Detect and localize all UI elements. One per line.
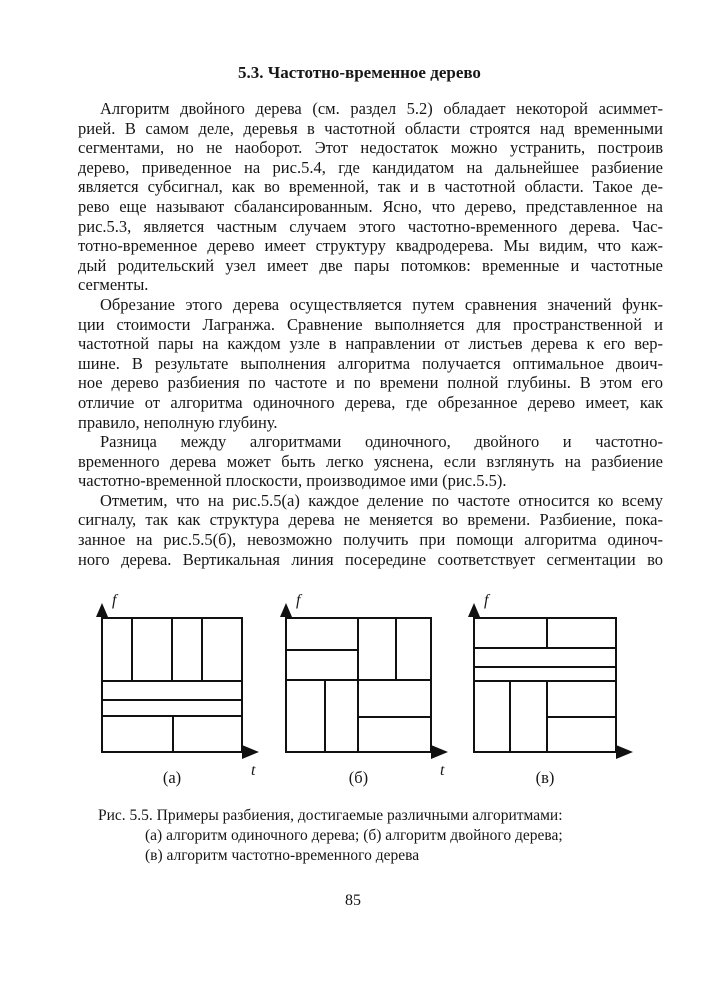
caption-line: (а) алгоритм одиночного дерева; (б) алгоритм двойного дерева; bbox=[145, 827, 563, 844]
figure-caption bbox=[98, 806, 658, 866]
figure-panel bbox=[101, 592, 256, 802]
text-line: рево еще называют сбалансированным. Ясно, что дерево, представленное на bbox=[78, 196, 663, 216]
text-line: дерево, приведенное на рис.5.4, где кандидатом на дальнейшее разбиение bbox=[78, 157, 663, 177]
text-line: частотно-временной плоскости, производимое ими (рис.5.5). bbox=[78, 471, 507, 491]
t-axis-arrow-icon bbox=[242, 745, 259, 759]
panel-label: (б) bbox=[348, 768, 369, 787]
partition-line bbox=[287, 679, 430, 681]
text-line: сегменты. bbox=[78, 275, 149, 295]
text-line: Отметим, что на рис.5.5(а) каждое деление по частоте относится ко всему bbox=[100, 490, 663, 510]
partition-line bbox=[357, 619, 359, 751]
section-title: 5.3. Частотно-временное дерево bbox=[238, 63, 481, 82]
caption-line: Рис. 5.5. Примеры разбиения, достигаемые различными алгоритмами: bbox=[98, 807, 563, 824]
t-axis-label: t bbox=[440, 762, 445, 779]
partition-line bbox=[395, 619, 397, 679]
f-axis-arrow-icon bbox=[280, 603, 292, 617]
partition-line bbox=[172, 715, 174, 751]
paragraph bbox=[78, 432, 663, 491]
figure-panel bbox=[285, 592, 445, 802]
f-axis-arrow-icon bbox=[96, 603, 108, 617]
partition-line bbox=[103, 699, 241, 701]
tiling-square bbox=[101, 617, 243, 753]
paragraph bbox=[78, 295, 663, 432]
text-line: является субсигнал, как во временной, так и в частотной области. Такое де- bbox=[78, 177, 663, 197]
t-axis-label: t bbox=[251, 762, 256, 779]
partition-line bbox=[103, 680, 241, 682]
text-line: ции стоимости Лагранжа. Сравнение выполняется для пространственной и bbox=[78, 314, 663, 334]
t-axis-arrow-icon bbox=[616, 745, 633, 759]
text-line: временного дерева может быть легко уяснена, если взглянуть на разбиение bbox=[78, 451, 663, 471]
text-line: занное на рис.5.5(б), невозможно получить при помощи алгоритма одиноч- bbox=[78, 530, 663, 550]
text-line: Разница между алгоритмами одиночного, двойного и частотно- bbox=[100, 432, 663, 452]
partition-line bbox=[546, 619, 548, 647]
text-line: сигналу, так как структура дерева не меняется во времени. Разбиение, пока- bbox=[78, 510, 663, 530]
text-line: рис.5.3, является частным случаем этого частотно-временного дерева. Час- bbox=[78, 216, 663, 236]
panel-label: (а) bbox=[162, 768, 182, 787]
partition-line bbox=[475, 647, 615, 649]
text-line: ное дерево разбиения по частоте и по времени полной глубины. В этом его bbox=[78, 373, 663, 393]
text-line: рией. В самом деле, деревья в частотной области строятся над временными bbox=[78, 118, 663, 138]
text-line: частотной пары на каждом узле в направлении от листьев дерева к его вер- bbox=[78, 334, 663, 354]
t-axis-arrow-icon bbox=[431, 745, 448, 759]
text-line: отличие от алгоритма одиночного дерева, где обрезанное дерево имеет, как bbox=[78, 392, 663, 412]
tiling-square bbox=[473, 617, 617, 753]
f-axis-arrow-icon bbox=[468, 603, 480, 617]
body-text bbox=[78, 99, 663, 569]
paragraph bbox=[78, 99, 663, 295]
partition-line bbox=[475, 666, 615, 668]
text-line: дый родительский узел имеет две пары потомков: временные и частотные bbox=[78, 255, 663, 275]
text-line: шине. В результате выполнения алгоритма получается оптимальное двоич- bbox=[78, 353, 663, 373]
f-axis-label: f bbox=[484, 592, 489, 609]
text-line: Обрезание этого дерева осуществляется путем сравнения значений функ- bbox=[100, 294, 663, 314]
text-line: тотно-временное дерево имеет структуру квадродерева. Мы видим, что каж- bbox=[78, 236, 663, 256]
f-axis-label: f bbox=[112, 592, 117, 609]
caption-line: (в) алгоритм частотно-временного дерева bbox=[145, 847, 420, 864]
partition-line bbox=[131, 619, 133, 680]
text-line: правило, неполную глубину. bbox=[78, 412, 278, 432]
figure-panel bbox=[473, 592, 617, 802]
paragraph bbox=[78, 491, 663, 569]
text-line: сегментами, но не наоборот. Этот недостаток можно устранить, построив bbox=[78, 138, 663, 158]
partition-line bbox=[546, 716, 615, 718]
f-axis-label: f bbox=[296, 592, 301, 609]
figure-5-5 bbox=[0, 592, 706, 802]
partition-line bbox=[201, 619, 203, 680]
partition-line bbox=[324, 679, 326, 751]
text-line: ного дерева. Вертикальная линия посередине соответствует сегментации во bbox=[78, 549, 663, 569]
tiling-square bbox=[285, 617, 432, 753]
partition-line bbox=[509, 680, 511, 751]
panel-label: (в) bbox=[535, 768, 555, 787]
page-number: 85 bbox=[345, 892, 361, 909]
partition-line bbox=[171, 619, 173, 680]
text-line: Алгоритм двойного дерева (см. раздел 5.2) обладает некоторой асиммет- bbox=[100, 99, 663, 118]
partition-line bbox=[287, 649, 357, 651]
partition-line bbox=[357, 716, 430, 718]
